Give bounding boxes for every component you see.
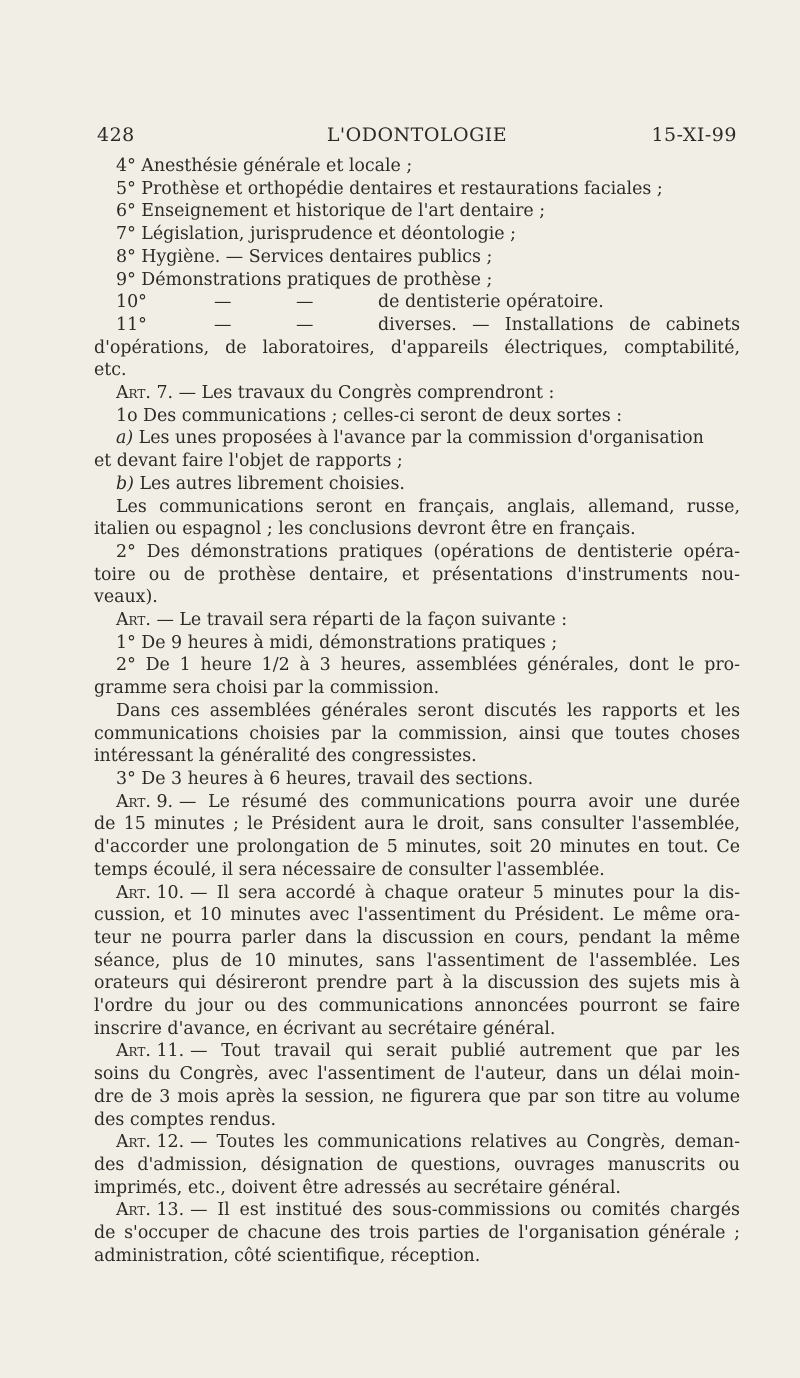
text-line: de s'occuper de chacune des trois parties de l'organisation générale ;	[94, 1223, 740, 1244]
article-8	[94, 609, 740, 632]
ditto-dash: —	[214, 314, 232, 335]
item-b	[94, 473, 740, 496]
text-line: italien ou espagnol ; les conclusions devront être en français.	[94, 519, 636, 540]
text-line: d'opérations, de laboratoires, d'appareils électriques, comptabilité,	[94, 337, 740, 358]
item-text: diverses. — Installations de cabinets	[378, 314, 740, 335]
article-text: — Les travaux du Congrès comprendront :	[173, 383, 555, 404]
text-line: 2° De 1 heure 1/2 à 3 heures, assemblées générales, dont le pro-	[116, 655, 740, 676]
item-text: de dentisterie opératoire.	[378, 292, 604, 313]
text-line: Les communications seront en français, anglais, allemand, russe,	[116, 496, 740, 517]
text-line: 8° Hygiène. — Services dentaires publics ;	[116, 246, 493, 267]
article-label: Art.	[116, 610, 151, 631]
text-line: toire ou de prothèse dentaire, et présentations d'instruments nou-	[94, 564, 740, 585]
ditto-line	[94, 314, 740, 337]
text-line: teur ne pourra parler dans la discussion en cours, pendant la même	[94, 927, 740, 948]
text-line: 9° Démonstrations pratiques de prothèse ;	[116, 269, 493, 290]
item-number: 10°	[116, 292, 147, 313]
article-13	[94, 1199, 740, 1222]
text-line: intéressant la généralité des congressistes.	[94, 746, 477, 767]
text-line: des d'admission, désignation de questions, ouvrages manuscrits ou	[94, 1154, 740, 1175]
article-text: — Il est institué des sous-commissions ou comités chargés	[190, 1200, 740, 1221]
article-label: Art. 12.	[116, 1132, 185, 1153]
article-body	[94, 155, 740, 1267]
text-line: 5° Prothèse et orthopédie dentaires et restaurations faciales ;	[116, 178, 663, 199]
text-line: administration, côté scientifique, réception.	[94, 1245, 481, 1266]
article-label: Art. 10.	[116, 882, 185, 903]
item-letter: a)	[116, 428, 134, 449]
article-text: — Toutes les communications relatives au Congrès, deman-	[190, 1132, 740, 1153]
article-text: — Le travail sera réparti de la façon suivante :	[150, 610, 568, 631]
text-line: gramme sera choisi par la commission.	[94, 678, 440, 699]
article-label: Art. 7.	[116, 383, 174, 404]
article-7	[94, 382, 740, 405]
text-line: 7° Législation, jurisprudence et déontologie ;	[116, 224, 516, 245]
text-line: 3° De 3 heures à 6 heures, travail des sections.	[116, 768, 534, 789]
article-10	[94, 882, 740, 905]
text-line: 2° Des démonstrations pratiques (opérations de dentisterie opéra-	[116, 541, 740, 562]
journal-title: L'ODONTOLOGIE	[326, 124, 508, 146]
text-line: 4° Anesthésie générale et locale ;	[116, 156, 413, 176]
running-header	[97, 124, 737, 154]
article-11	[94, 1040, 740, 1063]
text-line: imprimés, etc., doivent être adressés au secrétaire général.	[94, 1177, 621, 1198]
text-line: inscrire d'avance, en écrivant au secrétaire général.	[94, 1018, 556, 1039]
item-text: Les autres librement choisies.	[133, 473, 405, 494]
item-number: 11°	[116, 314, 147, 335]
text-line: Dans ces assemblées générales seront discutés les rapports et les	[116, 700, 740, 721]
issue-date: 15-XI-99	[651, 124, 737, 146]
page-number: 428	[97, 124, 135, 146]
text-line: orateurs qui désireront prendre part à la discussion des sujets mis à	[94, 973, 740, 994]
text-line: 1o Des communications ; celles-ci seront de deux sortes :	[116, 405, 623, 426]
text-line: 1° De 9 heures à midi, démonstrations pratiques ;	[116, 632, 558, 653]
text-line: temps écoulé, il sera nécessaire de consulter l'assemblée.	[94, 859, 605, 880]
ditto-dash: —	[296, 292, 314, 313]
text-line: des comptes rendus.	[94, 1109, 277, 1130]
text-line: veaux).	[94, 587, 158, 608]
text-line: etc.	[94, 360, 127, 381]
text-line: soins du Congrès, avec l'assentiment de l'auteur, dans un délai moin-	[94, 1064, 740, 1085]
article-label: Art. 13.	[116, 1200, 185, 1221]
text-line: communications choisies par la commission, ainsi que toutes choses	[94, 723, 740, 744]
ditto-line	[94, 291, 740, 314]
text-line: dre de 3 mois après la session, ne figurera que par son titre au volume	[94, 1086, 740, 1107]
article-text: — Tout travail qui serait publié autrement que par les	[190, 1041, 740, 1062]
item-letter: b)	[116, 473, 134, 494]
text-line: l'ordre du jour ou des communications annoncées pourront se faire	[94, 996, 740, 1017]
text-line: de 15 minutes ; le Président aura le droit, sans consulter l'assemblée,	[94, 814, 740, 835]
item-a	[94, 427, 740, 450]
article-label: Art. 9.	[116, 791, 174, 812]
text-line: d'accorder une prolongation de 5 minutes, soit 20 minutes en tout. Ce	[94, 837, 740, 858]
article-text: — Il sera accordé à chaque orateur 5 minutes pour la dis-	[190, 882, 740, 903]
text-line: et devant faire l'objet de rapports ;	[94, 451, 403, 472]
article-12	[94, 1131, 740, 1154]
ditto-dash: —	[214, 292, 232, 313]
article-9	[94, 791, 740, 814]
text-line: 6° Enseignement et historique de l'art dentaire ;	[116, 201, 546, 222]
article-text: — Le résumé des communications pourra avoir une durée	[179, 791, 740, 812]
text-line: séance, plus de 10 minutes, sans l'assentiment de l'assemblée. Les	[94, 950, 740, 971]
article-label: Art. 11.	[116, 1041, 185, 1062]
text-line: cussion, et 10 minutes avec l'assentiment du Président. Le même ora-	[94, 905, 740, 926]
ditto-dash: —	[296, 314, 314, 335]
item-text: Les unes proposées à l'avance par la commission d'organisation	[133, 428, 704, 449]
